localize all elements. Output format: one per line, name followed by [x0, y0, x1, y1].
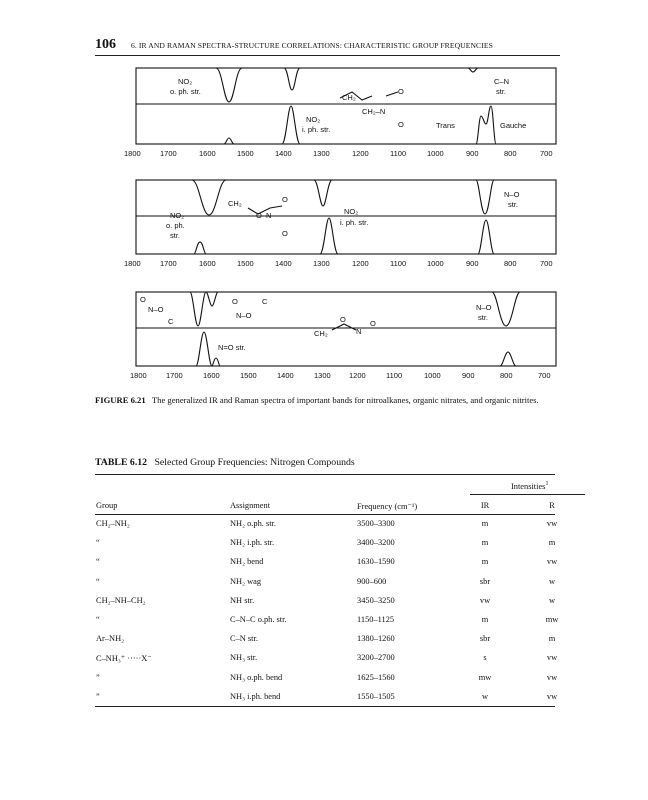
axis-tick-label: 1300 — [313, 149, 330, 158]
axis-tick-label: 1400 — [277, 371, 294, 380]
axis-tick-label: 1800 — [124, 149, 141, 158]
table-title-text: Selected Group Frequencies: Nitrogen Compounds — [154, 457, 355, 468]
p2-struct-o2: O — [282, 229, 288, 238]
p3-struct-mid-c: C — [262, 297, 268, 306]
table-cell: C–N str. — [230, 634, 258, 644]
table-cell: NH₃ i.ph. bend — [230, 691, 281, 701]
axis-tick-label: 1800 — [124, 259, 141, 268]
p1-no2-oph-2: o. ph. str. — [170, 87, 201, 96]
axis-tick-label: 1500 — [237, 259, 254, 268]
p3-struct-right-o2: O — [370, 319, 376, 328]
panel1-raman-trace — [136, 106, 556, 144]
col-header-frequency: Frequency (cm⁻¹) — [357, 502, 418, 511]
p2-no-1: N–O — [504, 190, 520, 199]
table-cell: ” — [96, 691, 100, 701]
axis-tick-label: 1100 — [386, 371, 403, 380]
table-cell: “ — [96, 615, 100, 624]
col-header-group: Group — [96, 501, 118, 510]
table-cell: 3200–2700 — [357, 653, 395, 663]
table-cell: NH₃ str. — [230, 653, 258, 663]
table-cell: 1625–1560 — [357, 672, 395, 682]
table-cell: m — [481, 615, 489, 624]
panel1-frame — [136, 68, 556, 144]
axis-tick-label: 1100 — [390, 149, 407, 158]
axis-tick-label: 1600 — [199, 259, 216, 268]
p3-neq-o: N=O str. — [218, 343, 246, 352]
axis-tick-label: 1200 — [349, 371, 366, 380]
table-cell: vw — [546, 519, 558, 528]
axis-tick-label: 1600 — [199, 149, 216, 158]
axis-tick-label: 900 — [466, 149, 479, 158]
table-cell: vw — [546, 557, 558, 567]
p1-struct-o1: O — [398, 87, 404, 96]
axis-tick-label: 1400 — [275, 149, 292, 158]
table-cell: sbr — [479, 634, 491, 644]
axis-tick-label: 1700 — [166, 371, 183, 380]
table-cell: mw — [478, 672, 492, 682]
p3-struct-mid-no: N–O — [236, 311, 252, 320]
p3-struct-right-n: N — [356, 327, 362, 336]
axis-tick-label: 1000 — [427, 149, 444, 158]
p1-struct-ch2b: CH₂–N — [362, 107, 386, 116]
p1-cn-1: C–N — [494, 77, 510, 86]
intensities-header — [511, 481, 548, 491]
table-cell: w — [548, 576, 556, 586]
axis-tick-label: 700 — [540, 149, 553, 158]
figure-caption — [95, 394, 565, 406]
table-cell: NH₂ wag — [230, 576, 262, 586]
table-cell: 3450–3250 — [357, 595, 395, 605]
table-title — [95, 457, 355, 468]
p1-struct-ch2a: CH₂ — [342, 93, 356, 102]
table-cell: vw — [546, 672, 558, 682]
p3-struct-mid-o: O — [232, 297, 238, 306]
table-cell: s — [483, 653, 487, 663]
table-cell: C–NH₃⁺ ·····X⁻ — [96, 654, 152, 664]
col-header-ir: IR — [480, 501, 490, 510]
figure-caption-text: The generalized IR and Raman spectra of important bands for nitroalkanes, organic nitrates, and organic nitrites. — [151, 395, 539, 405]
p2-struct-on: O–N — [256, 211, 272, 220]
table-cell: 1380–1260 — [357, 634, 395, 644]
p3-struct-left-o: O — [140, 295, 146, 304]
p2-struct-o1: O — [282, 195, 288, 204]
table-cell: 900–600 — [357, 576, 387, 586]
axis-tick-label: 1000 — [427, 259, 444, 268]
p1-trans: Trans — [436, 121, 455, 130]
p1-no2-iph-2: i. ph. str. — [302, 125, 331, 134]
p2-no2-iph-1: NO₂ — [344, 207, 359, 216]
running-title: 6. IR AND RAMAN SPECTRA-STRUCTURE CORRELATIONS: CHARACTERISTIC GROUP FREQUENCIES — [131, 41, 493, 50]
axis-tick-label: 1800 — [130, 371, 147, 380]
axis-tick-label: 1200 — [352, 149, 369, 158]
axis-tick-label: 1000 — [424, 371, 441, 380]
panel3-struct-bonds — [332, 324, 356, 330]
table-cell: CH₂–NH–CH₂ — [96, 595, 146, 605]
table-cell: Ar–NH₂ — [96, 634, 125, 644]
axis-tick-label: 1700 — [160, 149, 177, 158]
axis-tick-label: 1600 — [203, 371, 220, 380]
axis-tick-label: 800 — [500, 371, 513, 380]
panel3-raman-trace — [136, 332, 556, 366]
p3-struct-left-n: N–O — [148, 305, 164, 314]
panel3-axis — [130, 371, 551, 380]
table-cell: sbr — [479, 576, 491, 586]
spectra-figure — [0, 0, 648, 390]
table-cell: 3500–3300 — [357, 519, 395, 528]
intensities-rule — [470, 494, 585, 495]
table-top-rule — [95, 474, 555, 475]
panel2-axis — [124, 259, 553, 268]
p1-struct-o2: O — [398, 120, 404, 129]
col-header-r: R — [549, 501, 555, 510]
table-cell: “ — [96, 557, 100, 567]
table-bottom-rule — [95, 706, 555, 707]
axis-tick-label: 1500 — [240, 371, 257, 380]
table-cell: CH₂–NH₂ — [96, 519, 130, 528]
intensities-footnote-mark: 1 — [545, 481, 549, 487]
panel1-axis — [124, 149, 553, 158]
table-cell: vw — [546, 691, 558, 701]
p2-no-2: str. — [508, 200, 519, 209]
p3-struct-right-o: O — [340, 315, 346, 324]
table-cell: w — [548, 595, 556, 605]
table-cell: NH str. — [230, 595, 255, 605]
table-cell: vw — [479, 595, 491, 605]
table-cell: NH₃ o.ph. bend — [230, 672, 283, 682]
table-cell: m — [481, 538, 489, 548]
axis-tick-label: 800 — [504, 259, 517, 268]
p2-struct-ch2: CH₂ — [228, 199, 242, 208]
p1-cn-2: str. — [496, 87, 507, 96]
axis-tick-label: 700 — [538, 371, 551, 380]
p3-no-2: str. — [478, 313, 489, 322]
p2-no2-oph-1: NO₂ — [170, 211, 185, 220]
p2-no2-oph-3: str. — [170, 231, 181, 240]
col-header-assignment: Assignment — [230, 501, 271, 510]
p3-struct-left-c: C — [168, 317, 174, 326]
table-cell: m — [548, 538, 556, 548]
axis-tick-label: 700 — [540, 259, 553, 268]
axis-tick-label: 1300 — [313, 259, 330, 268]
page-number: 106 — [95, 37, 116, 52]
table-cell: m — [548, 634, 556, 644]
table-cell: mw — [545, 615, 559, 624]
axis-tick-label: 1300 — [314, 371, 331, 380]
p1-gauche: Gauche — [500, 121, 527, 130]
figure-caption-label: FIGURE 6.21 — [95, 395, 146, 405]
axis-tick-label: 1100 — [390, 259, 407, 268]
table-cell: NH₂ i.ph. str. — [230, 538, 275, 548]
table-cell: 1150–1125 — [357, 615, 395, 624]
table-header-rule — [95, 514, 555, 515]
axis-tick-label: 900 — [462, 371, 475, 380]
table-cell: “ — [96, 576, 100, 586]
table-cell: m — [481, 557, 489, 567]
p2-no2-iph-2: i. ph. str. — [340, 218, 369, 227]
p1-no2-oph-1: NO₂ — [178, 77, 193, 86]
axis-tick-label: 1500 — [237, 149, 254, 158]
table-cell: vw — [546, 653, 558, 663]
p3-no-1: N–O — [476, 303, 492, 312]
axis-tick-label: 800 — [504, 149, 517, 158]
axis-tick-label: 1400 — [275, 259, 292, 268]
axis-tick-label: 1700 — [160, 259, 177, 268]
table-cell: 1630–1590 — [357, 557, 395, 567]
p1-no2-iph-1: NO₂ — [306, 115, 321, 124]
table-cell: C–N–C o.ph. str. — [230, 615, 287, 624]
table-cell: “ — [96, 538, 100, 548]
axis-tick-label: 1200 — [352, 259, 369, 268]
table-cell: m — [481, 519, 489, 528]
table-cell: w — [481, 691, 489, 701]
table-cell: 1550–1505 — [357, 691, 395, 701]
table-cell: 3400–3200 — [357, 538, 395, 548]
table-cell: NH₂ o.ph. str. — [230, 519, 276, 528]
table-label: TABLE 6.12 — [95, 457, 148, 468]
panel3-ir-trace — [136, 292, 556, 326]
p2-no2-oph-2: o. ph. — [166, 221, 185, 230]
intensities-header-text: Intensities — [511, 481, 546, 491]
p3-struct-right-ch2: CH₂ — [314, 329, 328, 338]
axis-tick-label: 900 — [466, 259, 479, 268]
table-cell: ” — [96, 672, 100, 682]
table-cell: NH₂ bend — [230, 557, 264, 567]
